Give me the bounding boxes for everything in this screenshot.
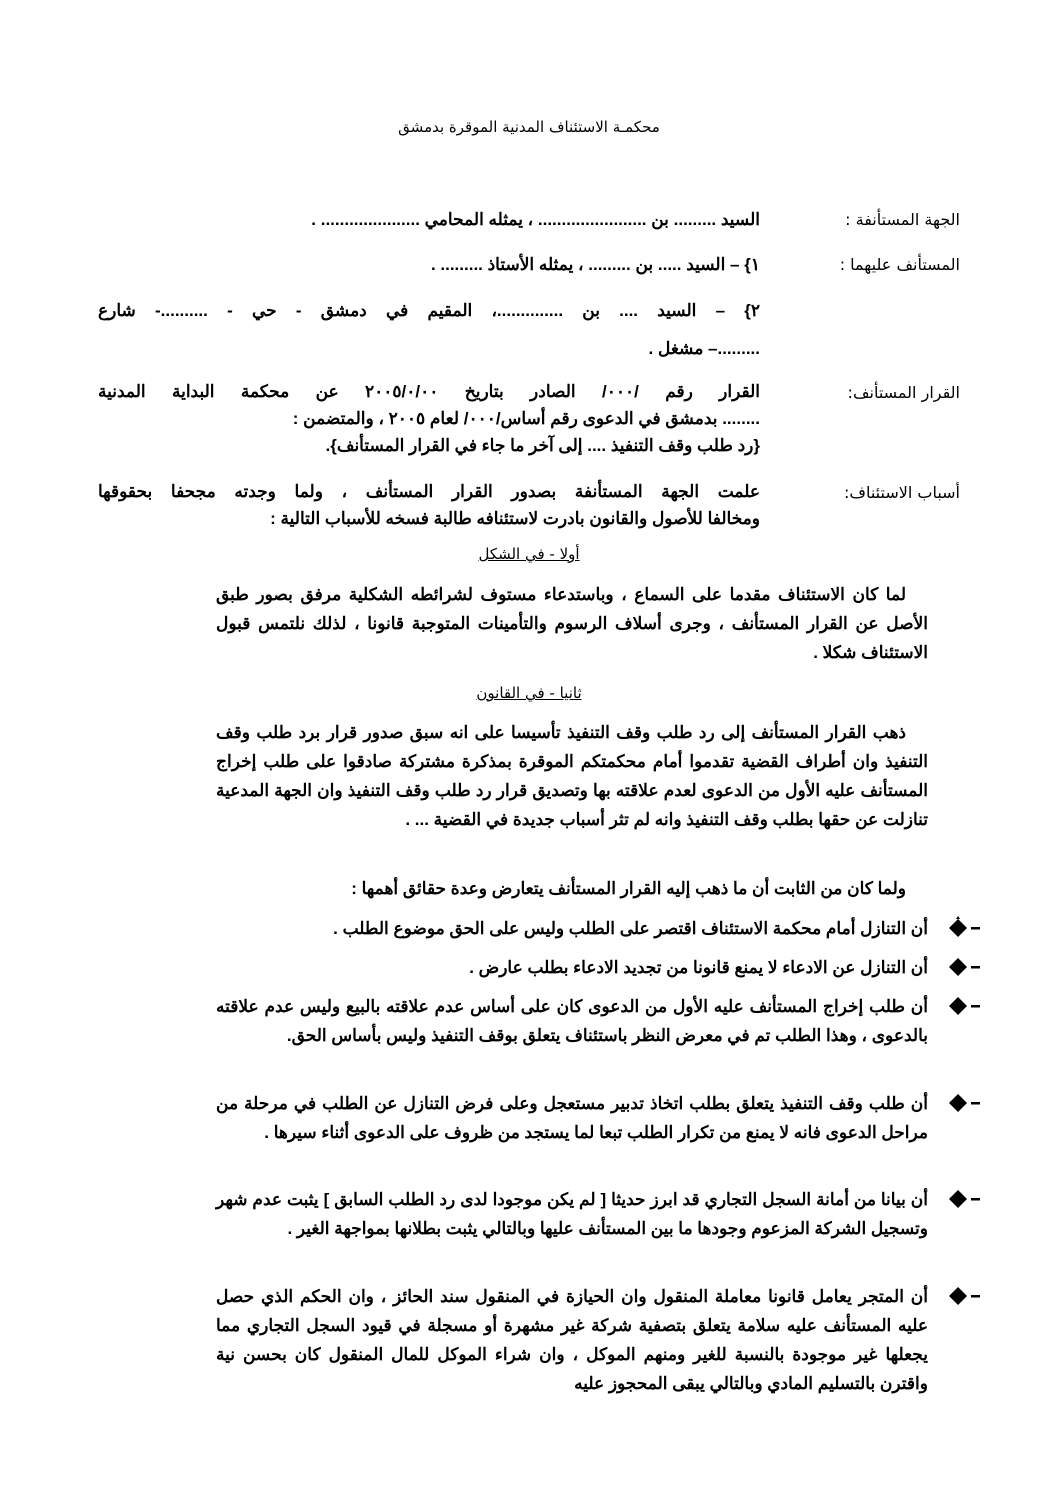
decision-line-3: {رد طلب وقف التنفيذ .... إلى آخر ما جاء في القرار المستأنف}. bbox=[325, 436, 760, 455]
section-form-text: لما كان الاستئناف مقدما على السماع ، وباستدعاء مستوف لشرائطه الشكلية مرفق بصور طبق الأصل عن القرار المستأنف ، وجرى أسلاف الرسوم والتأمينات المتوجبة قانونا ، لذلك نلتمس قبول الاستئناف شكلا . bbox=[216, 585, 928, 662]
section-law-paragraph bbox=[216, 718, 928, 834]
list-item bbox=[216, 992, 928, 1050]
section-law-intro bbox=[216, 874, 928, 903]
respondent-2-cont: .........– مشغل . bbox=[648, 339, 760, 358]
appellant-line: السيد ......... بن ....................... ، يمثله المحامي ..................... . bbox=[311, 210, 760, 229]
section-form-paragraph bbox=[216, 580, 928, 667]
list-item bbox=[216, 914, 928, 943]
reasons-value bbox=[98, 478, 760, 532]
diamond-dash-bullet-icon bbox=[946, 955, 986, 979]
section-law-heading-text: ثانيا - في القانون bbox=[476, 684, 582, 702]
diamond-dash-bullet-icon bbox=[946, 1284, 986, 1308]
list-item bbox=[216, 953, 928, 982]
diamond-dash-bullet-icon bbox=[946, 994, 986, 1018]
decision-label: القرار المستأنف: bbox=[847, 383, 960, 402]
bullet-text: أن المتجر يعامل قانونا معاملة المنقول وان الحيازة في المنقول سند الحائز ، وان الحكم الذي حصل عليه المستأنف عليه سلامة يتعلق بتصفية شركة غير مشهرة أو مسجلة في قيود السجل التجاري مما يجعلها غير موجودة بالنسبة للغير ومنهم الموكل ، وان شراء الموكل للمال المنقول كان بحسن نية واقترن بالتسليم المادي وبالتالي يبقى المحجوز عليه bbox=[216, 1287, 928, 1393]
appellant-label: الجهة المستأنفة : bbox=[845, 210, 960, 229]
list-item bbox=[216, 1185, 928, 1243]
diamond-dash-bullet-icon bbox=[946, 1187, 986, 1211]
respondents-label: المستأنف عليهما : bbox=[839, 255, 960, 274]
court-title: محكمـة الاستئناف المدنية الموقرة بدمشق bbox=[398, 118, 660, 136]
diamond-dash-bullet-icon bbox=[946, 916, 986, 940]
respondent-2: ٢} – السيد .... بن ..............، المقيم في دمشق - حي - ..........- شارع bbox=[98, 301, 760, 320]
list-item bbox=[216, 1282, 928, 1398]
bullet-text: أن طلب إخراج المستأنف عليه الأول من الدعوى كان على أساس عدم علاقته بالبيع وليس عدم علاقته بالدعوى ، وهذا الطلب تم في معرض النظر باستئناف يتعلق بوقف التنفيذ وليس بأساس الحق. bbox=[216, 997, 928, 1045]
list-item bbox=[216, 1089, 928, 1147]
diamond-dash-bullet-icon bbox=[946, 1091, 986, 1115]
section-law-text: ذهب القرار المستأنف إلى رد طلب وقف التنفيذ تأسيسا على انه سبق صدور قرار برد طلب وقف التنفيذ وان أطراف القضية تقدموا أمام محكمتكم الموقرة بمذكرة مشتركة صادقوا على طلب إخراج المستأنف عليه الأول من الدعوى لعدم علاقته بها وتصديق قرار رد طلب وقف التنفيذ وان الجهة المدعية تنازلت عن حقها بطلب وقف التنفيذ وانه لم تثر أسباب جديدة في القضية ... . bbox=[216, 723, 928, 829]
decision-line-1: القرار رقم /٠٠٠/ الصادر بتاريخ ٢٠٠٥/٠/٠٠ عن محكمة البداية المدنية bbox=[98, 382, 760, 401]
respondents-value bbox=[98, 250, 760, 364]
section-law-intro-text: ولما كان من الثابت أن ما ذهب إليه القرار المستأنف يتعارض وعدة حقائق أهمها : bbox=[351, 879, 906, 898]
decision-line-2: ........ بدمشق في الدعوى رقم أساس/٠٠٠/ لعام ٢٠٠٥ ، والمتضمن : bbox=[292, 409, 760, 428]
appellant-value bbox=[98, 205, 760, 235]
bullet-text: أن التنازل أمام محكمة الاستئناف اقتصر على الطلب وليس على الحق موضوع الطلب . bbox=[333, 919, 928, 938]
respondent-1: ١} – السيد ..... بن ......... ، يمثله الأستاذ ......... . bbox=[430, 255, 760, 274]
bullet-text: أن طلب وقف التنفيذ يتعلق بطلب اتخاذ تدبير مستعجل وعلى فرض التنازل عن الطلب في مرحلة من مراحل الدعوى فانه لا يمنع من تكرار الطلب تبعا لما يستجد من ظروف على الدعوى أثناء سيرها . bbox=[216, 1094, 928, 1142]
decision-value bbox=[98, 378, 760, 459]
reasons-label: أسباب الاستئناف: bbox=[843, 483, 960, 502]
reasons-line-2: ومخالفا للأصول والقانون بادرت لاستئنافه طالبة فسخه للأسباب التالية : bbox=[270, 509, 760, 528]
section-law-heading bbox=[0, 684, 1058, 702]
reasons-line-1: علمت الجهة المستأنفة بصدور القرار المستأنف ، ولما وجدته مجحفا بحقوقها bbox=[98, 482, 760, 501]
section-form-heading-text: أولا - في الشكل bbox=[478, 545, 580, 563]
bullet-text: أن التنازل عن الادعاء لا يمنع قانونا من تجديد الادعاء بطلب عارض . bbox=[469, 958, 928, 977]
bullet-text: أن بيانا من أمانة السجل التجاري قد ابرز حديثا [ لم يكن موجودا لدى رد الطلب السابق ] يثبت عدم شهر وتسجيل الشركة المزعوم وجودها ما بين المستأنف عليها وبالتالي يثبت بطلانها بمواجهة الغير . bbox=[216, 1190, 928, 1238]
section-form-heading bbox=[0, 545, 1058, 563]
